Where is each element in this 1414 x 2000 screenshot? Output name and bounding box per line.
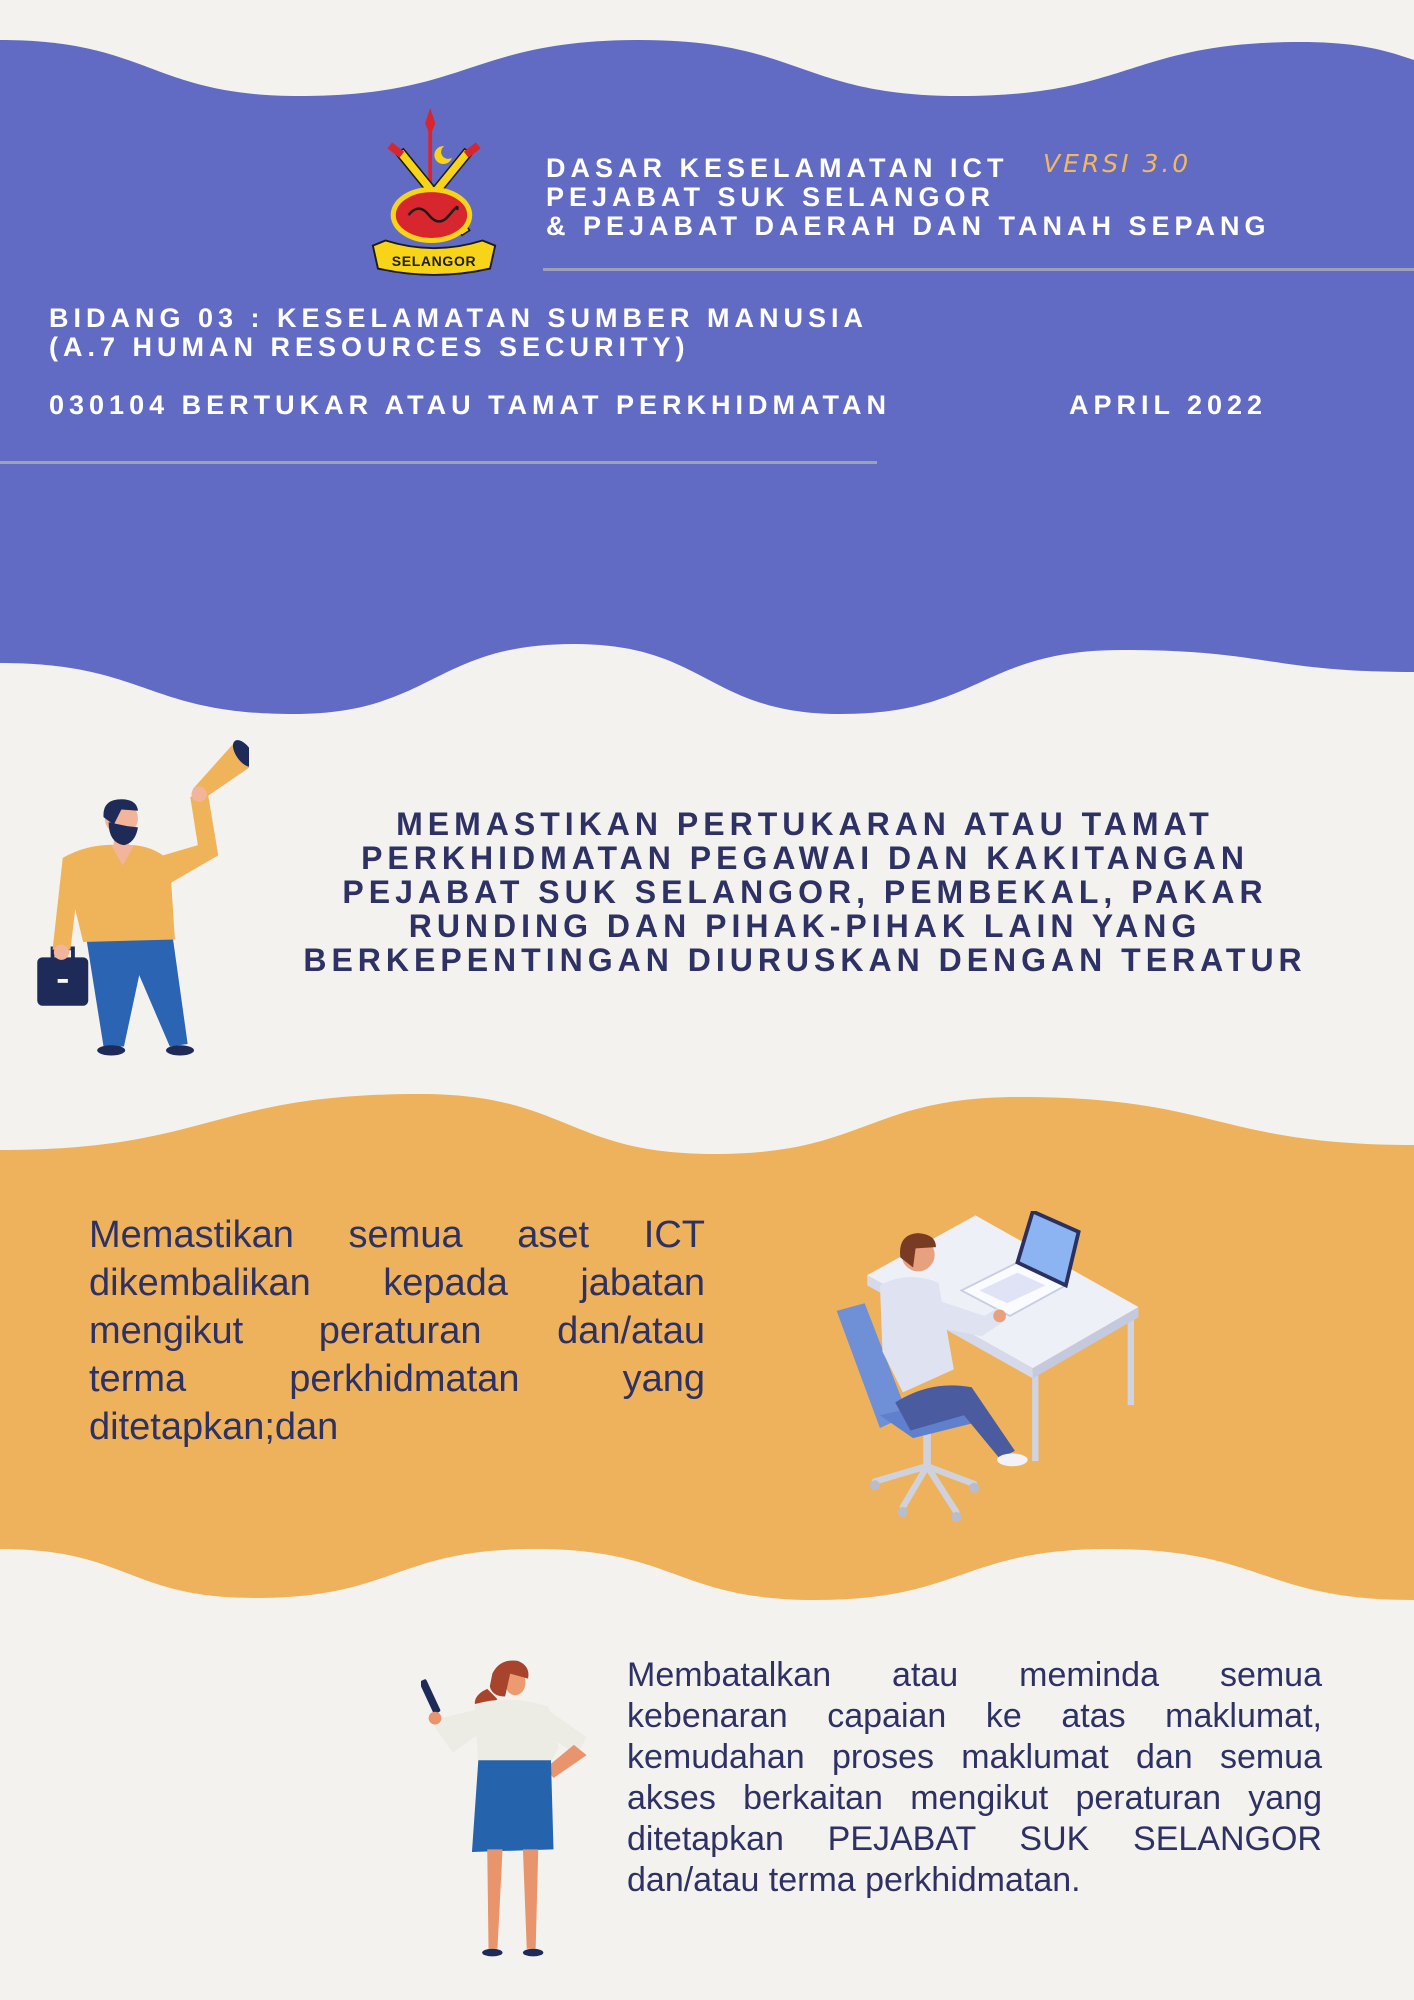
crest-shield	[393, 190, 469, 241]
section-heading	[49, 304, 868, 362]
objective-line: PERKHIDMATAN PEGAWAI DAN KAKITANGAN	[361, 840, 1249, 876]
chair-wheel	[870, 1480, 880, 1490]
raised-arm	[155, 794, 219, 883]
paragraph-line: dan/atau terma perkhidmatan.	[627, 1861, 1081, 1899]
trousers	[86, 934, 188, 1046]
lowered-hand	[54, 945, 69, 960]
person-at-desk-with-laptop-icon	[829, 1211, 1141, 1524]
chair-wheel	[969, 1483, 979, 1493]
control-title: 030104 BERTUKAR ATAU TAMAT PERKHIDMATAN	[49, 390, 892, 420]
header-wave-band	[0, 40, 1414, 714]
paragraph-line: akses berkaitan mengikut peraturan yang	[627, 1779, 1322, 1817]
section-line: BIDANG 03 : KESELAMATAN SUMBER MANUSIA	[49, 303, 869, 333]
ribbon-text: SELANGOR	[391, 252, 477, 269]
paragraph-line: kemudahan proses maklumat dan semua	[627, 1738, 1322, 1776]
chair-base	[875, 1466, 974, 1512]
paragraph-line: ditetapkan;dan	[89, 1406, 339, 1448]
paragraph-line: dikembalikan kepada jabatan	[89, 1262, 705, 1304]
selangor-crest-icon	[370, 108, 498, 280]
section-line: (A.7 HUMAN RESOURCES SECURITY)	[49, 332, 690, 362]
left-leg	[487, 1849, 502, 1948]
chair-wheel	[898, 1507, 908, 1517]
point-2-paragraph	[627, 1655, 1322, 1901]
man-with-megaphone-icon	[32, 733, 249, 1058]
objective-line: RUNDING DAN PIHAK-PIHAK LAIN YANG	[408, 908, 1202, 944]
objective-line: PEJABAT SUK SELANGOR, PEMBEKAL, PAKAR	[342, 874, 1268, 910]
hand	[993, 1310, 1006, 1323]
section-divider	[0, 461, 877, 464]
right-shoe	[166, 1045, 194, 1055]
title-line: & PEJABAT DAERAH DAN TANAH SEPANG	[546, 211, 1271, 241]
shoe	[997, 1453, 1028, 1466]
paragraph-line: terma perkhidmatan yang	[89, 1358, 705, 1400]
briefcase-tag	[58, 979, 68, 983]
paragraph-line: kebenaran capaian ke atas maklumat,	[627, 1697, 1322, 1735]
date-label: APRIL 2022	[1069, 390, 1268, 420]
raised-hand	[191, 787, 206, 802]
paragraph-line: Memastikan semua aset ICT	[89, 1214, 705, 1256]
left-shoe	[482, 1949, 502, 1957]
chair-stem	[923, 1433, 931, 1466]
chair-wheel	[951, 1512, 961, 1522]
paragraph-line: ditetapkan PEJABAT SUK SELANGOR	[627, 1820, 1322, 1858]
title-line: PEJABAT SUK SELANGOR	[546, 182, 996, 212]
hand	[429, 1712, 442, 1725]
paragraph-line: mengikut peraturan dan/atau	[89, 1310, 705, 1352]
objective-line: BERKEPENTINGAN DIURUSKAN DENGAN TERATUR	[303, 942, 1307, 978]
header-divider	[543, 268, 1414, 271]
woman-with-phone-icon	[421, 1658, 593, 1958]
left-shoe	[97, 1045, 125, 1055]
version-label: VERSI 3.0	[1043, 149, 1192, 178]
skirt	[472, 1760, 554, 1852]
objective-heading	[255, 807, 1355, 977]
title-line: DASAR KESELAMATAN ICT	[546, 153, 1009, 183]
crescent-star	[434, 146, 451, 164]
paragraph-line: Membatalkan atau meminda semua	[627, 1656, 1322, 1694]
right-leg	[523, 1849, 538, 1948]
phone	[421, 1679, 441, 1715]
objective-line: MEMASTIKAN PERTUKARAN ATAU TAMAT	[396, 806, 1214, 842]
point-1-paragraph	[89, 1211, 705, 1451]
right-shoe	[523, 1949, 543, 1957]
